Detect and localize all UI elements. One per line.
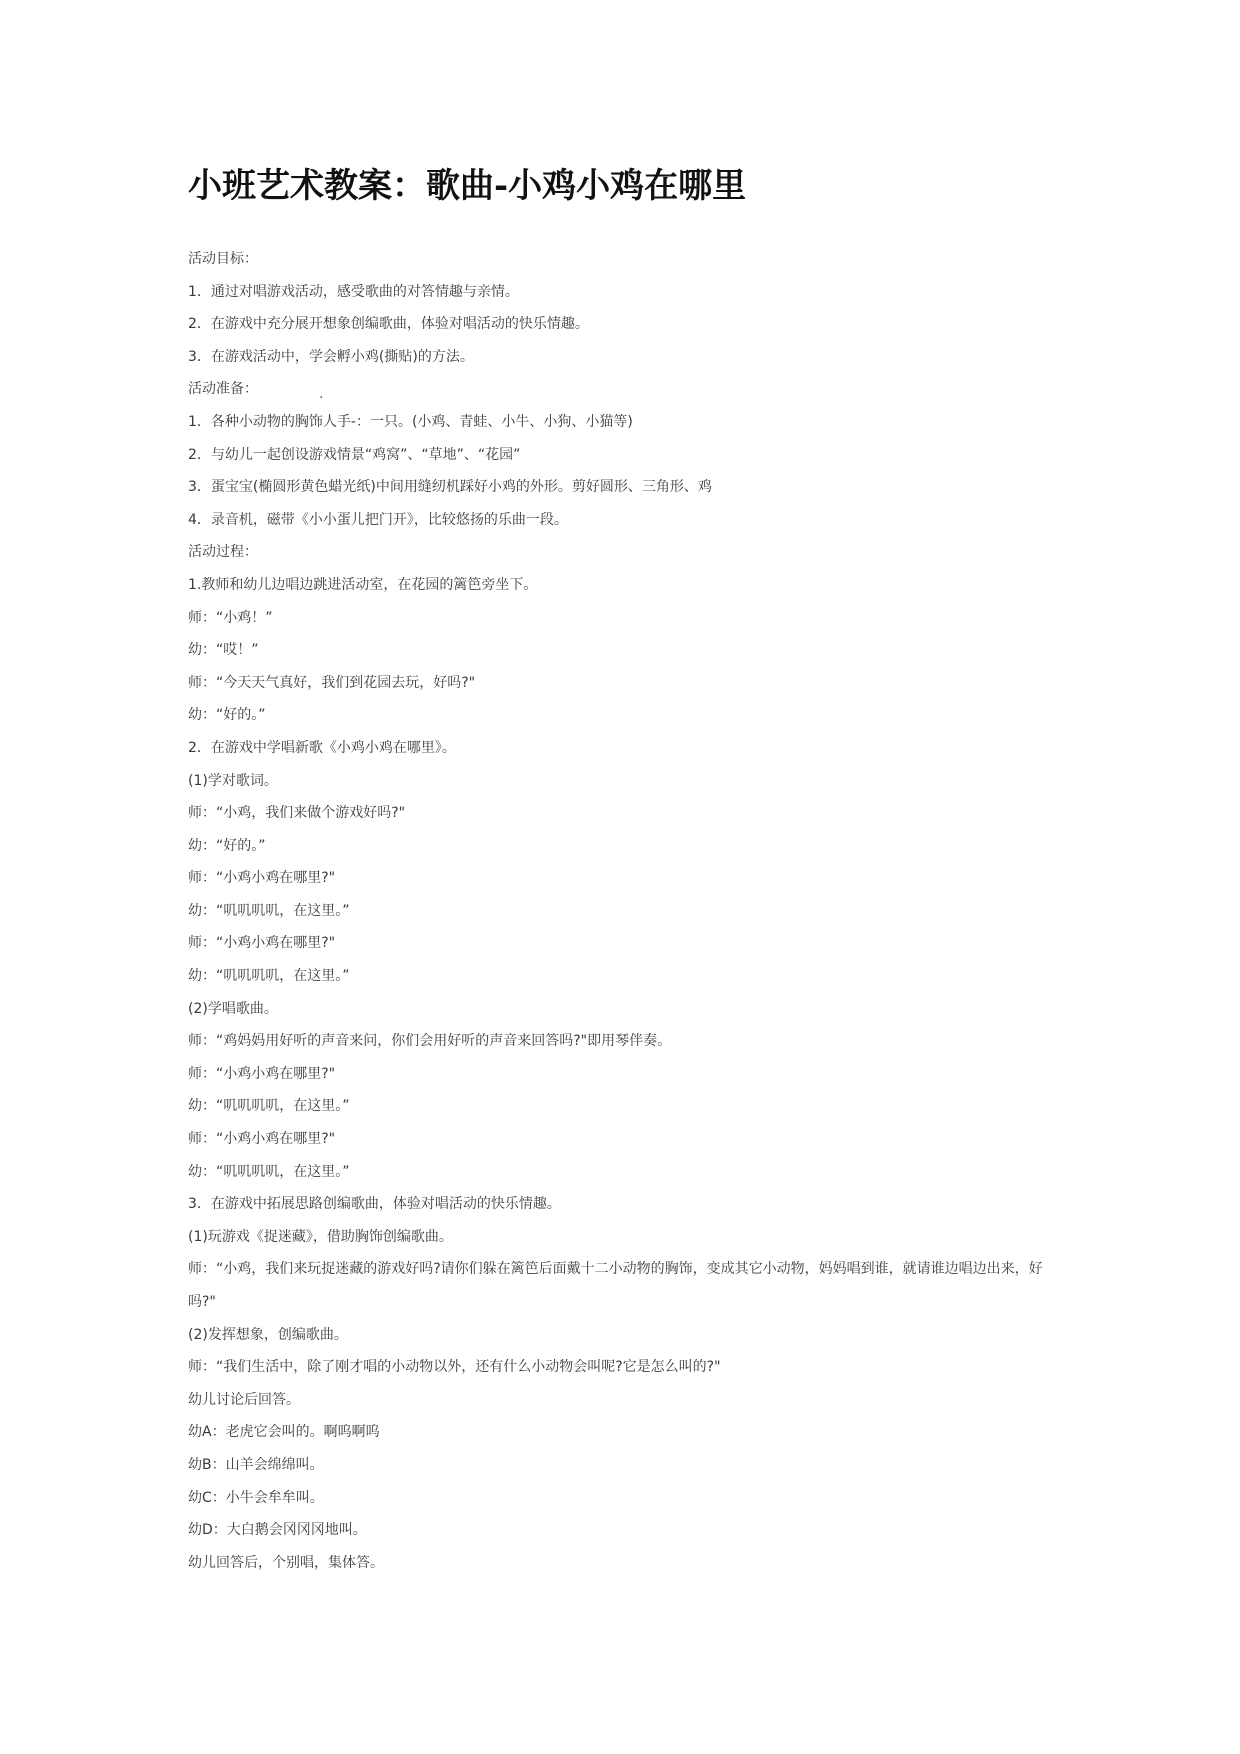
paragraph-line: 师：“小鸡小鸡在哪里?" [188,1065,336,1082]
paragraph-line: 幼C：小牛会牟牟叫。 [188,1489,324,1506]
paragraph-line: 3．在游戏中拓展思路创编歌曲，体验对唱活动的快乐情趣。 [188,1196,561,1213]
paragraph-line: 幼：“好的。” [188,707,266,724]
paragraph-line: (2)发挥想象，创编歌曲。 [188,1326,348,1343]
paragraph-line: 师：“今天天气真好，我们到花园去玩，好吗?" [188,674,476,691]
paragraph-line: 3．蛋宝宝(椭圆形黄色蜡光纸)中间用缝纫机踩好小鸡的外形。剪好圆形、三角形、鸡 [188,479,712,496]
paragraph-line: 2．在游戏中学唱新歌《小鸡小鸡在哪里》。 [188,739,456,756]
paragraph-line: 幼：“哎！” [188,642,259,659]
paragraph-line: 1．各种小动物的胸饰人手-：一只。(小鸡、青蛙、小牛、小狗、小猫等) [188,413,633,430]
paragraph-line: 幼B：山羊会绵绵叫。 [188,1456,324,1473]
paragraph-line: (1)学对歌词。 [188,772,278,789]
paragraph-line: 活动过程： [188,544,258,561]
document-body [188,250,1068,1586]
paragraph-line: 幼：“叽叽叽叽，在这里。” [188,902,350,919]
page-title: 小班艺术教案：歌曲-小鸡小鸡在哪里 [188,166,747,206]
paragraph-line: 幼：“叽叽叽叽，在这里。” [188,1098,350,1115]
paragraph-line: 活动目标： [188,251,258,267]
paragraph-line: 师：“小鸡！” [188,609,273,626]
paragraph-line: 2．与幼儿一起创设游戏情景“鸡窝”、“草地”、“花园” [188,446,521,463]
paragraph-line: 2．在游戏中充分展开想象创编歌曲，体验对唱活动的快乐情趣。 [188,316,589,333]
paragraph-line: 师：“我们生活中，除了刚才唱的小动物以外，还有什么小动物会叫呢?它是怎么叫的?" [188,1359,721,1376]
paragraph-line: 师：“小鸡小鸡在哪里?" [188,1131,336,1148]
paragraph-line: 幼：“叽叽叽叽，在这里。” [188,1163,350,1180]
paragraph-line: 师：“小鸡小鸡在哪里?" [188,935,336,952]
paragraph-line: 1.教师和幼儿边唱边跳进活动室，在花园的篱笆旁坐下。 [188,576,538,593]
paragraph-line: 幼A：老虎它会叫的。啊呜啊呜 [188,1424,380,1441]
stray-mark: · [319,390,324,406]
paragraph-line: 师：“小鸡小鸡在哪里?" [188,870,336,887]
paragraph-line: 师：“小鸡，我们来做个游戏好吗?" [188,805,406,822]
paragraph-line: 师：“鸡妈妈用好听的声音来问，你们会用好听的声音来回答吗?"即用琴伴奏。 [188,1033,672,1050]
paragraph-line: 师：“小鸡，我们来玩捉迷藏的游戏好吗?请你们躲在篱笆后面戴十二小动物的胸饰，变成其它小动物，妈妈唱到谁，就请谁边唱边出来，好吗?" [188,1261,1043,1310]
paragraph-line: 幼：“好的。” [188,837,266,854]
paragraph-line: 幼：“叽叽叽叽，在这里。” [188,968,350,985]
paragraph-line: 3．在游戏活动中，学会孵小鸡(撕贴)的方法。 [188,348,474,365]
paragraph-line: 幼儿回答后，个别唱，集体答。 [188,1554,384,1571]
paragraph-line: 幼D：大白鹅会冈冈冈地叫。 [188,1522,367,1539]
paragraph-line: 活动准备： [188,381,258,398]
paragraph-line: (2)学唱歌曲。 [188,1000,278,1017]
paragraph-line: 幼儿讨论后回答。 [188,1391,300,1408]
paragraph-line: 1．通过对唱游戏活动，感受歌曲的对答情趣与亲情。 [188,283,519,300]
paragraph-line: (1)玩游戏《捉迷藏》，借助胸饰创编歌曲。 [188,1228,453,1245]
paragraph-line: 4．录音机，磁带《小小蛋儿把门开》，比较悠扬的乐曲一段。 [188,511,568,528]
